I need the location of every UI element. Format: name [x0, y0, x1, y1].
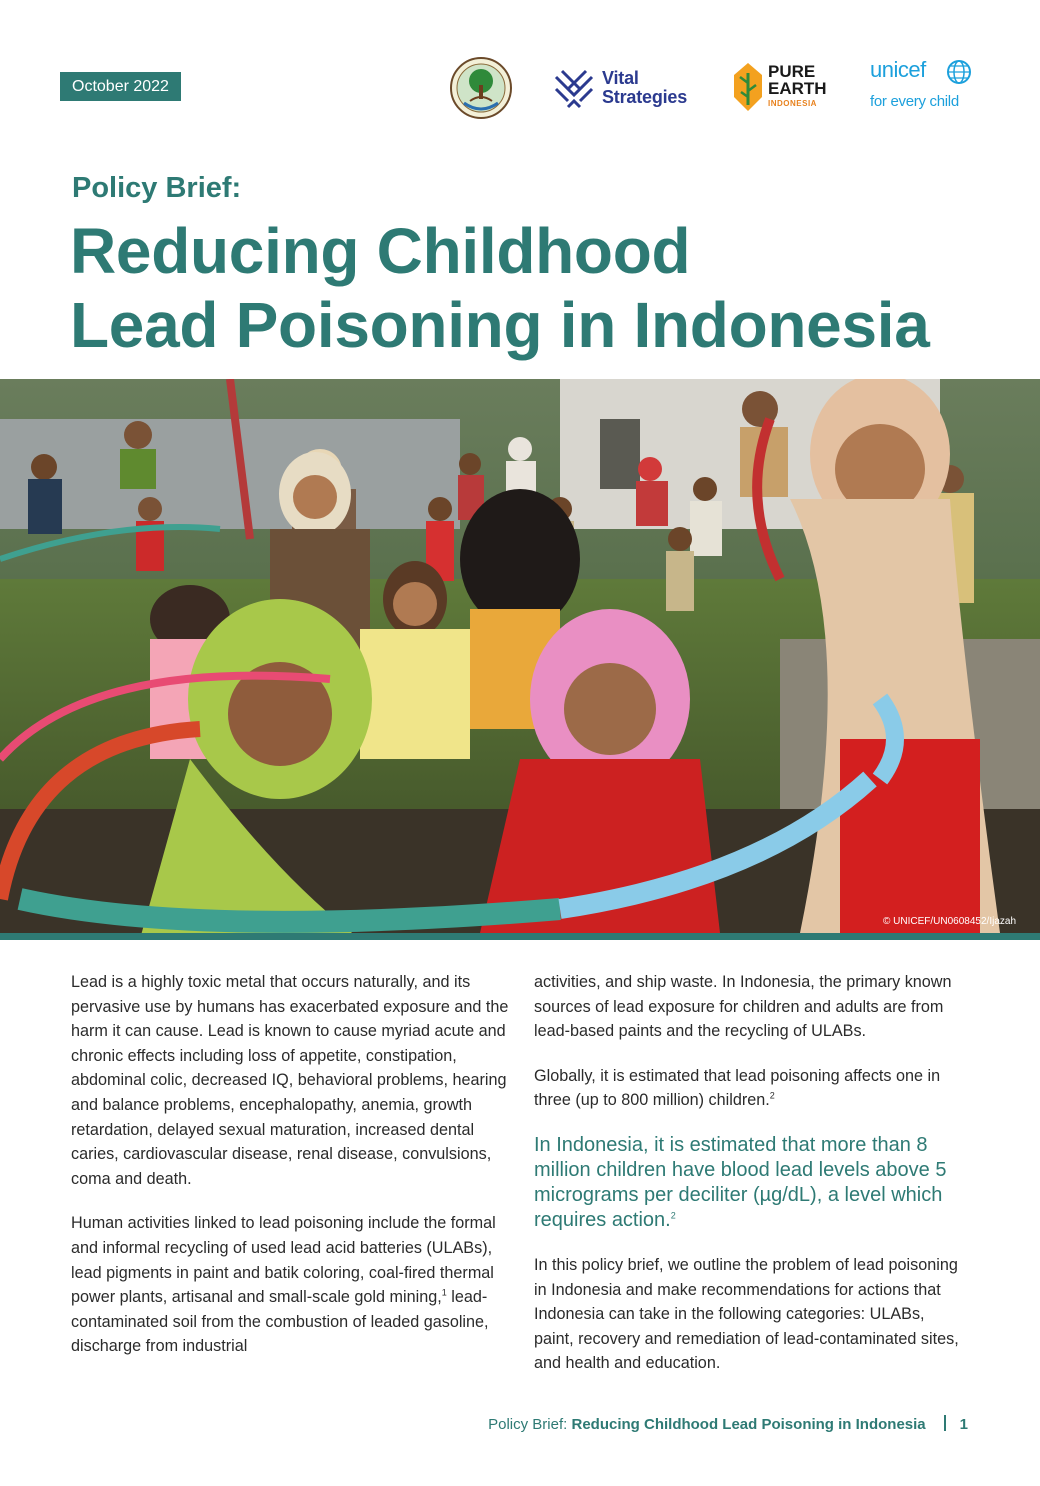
page-footer	[488, 1415, 968, 1433]
paragraph-indonesia-sources: activities, and ship waste. In Indonesia, the primary known sources of lead exposure for children and adults are from lead-based paints and the recycling of ULABs.	[534, 973, 952, 1041]
body-column-right	[534, 970, 966, 1396]
vital-line2: Strategies	[602, 87, 688, 107]
unicef-globe-icon	[946, 59, 972, 85]
paragraph-global-estimate	[534, 1064, 966, 1113]
footnote-ref-2b[interactable]: 2	[670, 1210, 676, 1221]
title-kicker: Policy Brief:	[72, 172, 242, 204]
vital-line1: Vital	[602, 68, 639, 88]
date-badge: October 2022	[60, 72, 181, 101]
page-number: 1	[959, 1416, 968, 1433]
unicef-logo	[868, 57, 980, 117]
pure-line1: PURE	[768, 62, 816, 81]
page-title	[70, 214, 1010, 362]
photo-credit: © UNICEF/UN0608452/Ijazah	[883, 916, 1016, 927]
sources-text-b: lead-contaminated soil from the combustion of leaded gasoline, discharge from industrial	[71, 1288, 489, 1356]
highlight-callout	[534, 1133, 966, 1233]
vital-strategies-logo	[552, 67, 702, 111]
paragraph-sources	[71, 1211, 511, 1359]
partner-logos	[450, 55, 980, 125]
unicef-name: unicef	[870, 57, 926, 82]
footer-divider	[944, 1415, 946, 1431]
photo-rule	[0, 933, 1040, 940]
footnote-ref-2[interactable]: 2	[769, 1090, 775, 1101]
highlight-text: In Indonesia, it is estimated that more than 8 million children have blood lead levels above 5 micrograms per deciliter (µg/dL), a level which requires action.	[534, 1133, 947, 1231]
paragraph-health-effects: Lead is a highly toxic metal that occurs naturally, and its pervasive use by humans has exacerbated exposure and the harm it can cause. Lead is known to cause myriad acute and chronic effects including loss of appetite, constipation, abdominal colic, decreased IQ, behavioral problems, hearing and balance problems, encephalopathy, anemia, growth retardation, delayed sexual maturation, increased dental caries, cardiovascular disease, renal disease, convulsions, coma and death.	[71, 973, 509, 1188]
footer-prefix: Policy Brief:	[488, 1416, 572, 1433]
pure-earth-logo	[732, 61, 842, 115]
footnote-ref-1[interactable]: 1	[441, 1287, 447, 1298]
title-line1: Reducing Childhood	[70, 215, 691, 287]
body-column-left	[71, 970, 511, 1379]
paragraph-brief-outline: In this policy brief, we outline the problem of lead poisoning in Indonesia and make recommendations for actions that Indonesia can take in the following categories: ULABs, paint, recovery and remediation of lead-contaminated sites, and health and education.	[534, 1255, 959, 1373]
global-estimate-text: Globally, it is estimated that lead poisoning affects one in three (up to 800 million) children.	[534, 1066, 941, 1110]
pure-line2: EARTH	[768, 79, 827, 98]
unicef-tagline: for every child	[870, 93, 959, 110]
hero-photo	[0, 379, 1040, 933]
footer-title: Reducing Childhood Lead Poisoning in Indonesia	[571, 1416, 926, 1433]
sources-text-a: Human activities linked to lead poisoning include the formal and informal recycling of used lead acid batteries (ULABs), lead pigments in paint and batik coloring, coal-fired thermal power plants, artisanal and small-scale gold mining,	[71, 1214, 496, 1307]
pure-sub: INDONESIA	[768, 99, 817, 108]
ministry-emblem-logo	[450, 57, 512, 119]
title-line2: Lead Poisoning in Indonesia	[70, 289, 930, 361]
